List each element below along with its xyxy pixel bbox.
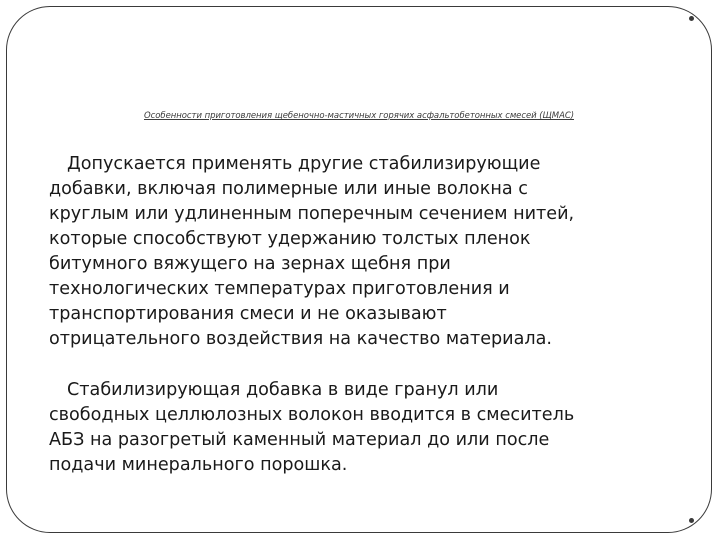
paragraph-line: Допускается применять другие стабилизирующие xyxy=(67,154,541,174)
paragraph-line: свободных целлюлозных волокон вводится в смеситель xyxy=(49,405,575,425)
paragraph-2 xyxy=(49,378,689,478)
corner-dot xyxy=(689,518,694,523)
paragraph-line: добавки, включая полимерные или иные волокна с xyxy=(49,179,528,199)
slide-frame xyxy=(6,6,712,533)
paragraph-line: отрицательного воздействия на качество материала. xyxy=(49,329,553,349)
paragraph-line: подачи минерального порошка. xyxy=(49,455,348,475)
paragraph-line: которые способствуют удержанию толстых пленок xyxy=(49,229,531,249)
slide-subtitle: Особенности приготовления щебеночно-мастичных горячих асфальтобетонных смесей (ЩМАС) xyxy=(143,111,574,121)
corner-dot xyxy=(689,16,694,21)
paragraph-line: битумного вяжущего на зернах щебня при xyxy=(49,254,451,274)
paragraph-1 xyxy=(49,152,689,352)
paragraph-line: Стабилизирующая добавка в виде гранул или xyxy=(67,380,499,400)
paragraph-line: круглым или удлиненным поперечным сечением нитей, xyxy=(49,204,575,224)
paragraph-line: АБЗ на разогретый каменный материал до или после xyxy=(49,430,550,450)
paragraph-line: технологических температурах приготовления и xyxy=(49,279,510,299)
paragraph-line: транспортирования смеси и не оказывают xyxy=(49,304,447,324)
